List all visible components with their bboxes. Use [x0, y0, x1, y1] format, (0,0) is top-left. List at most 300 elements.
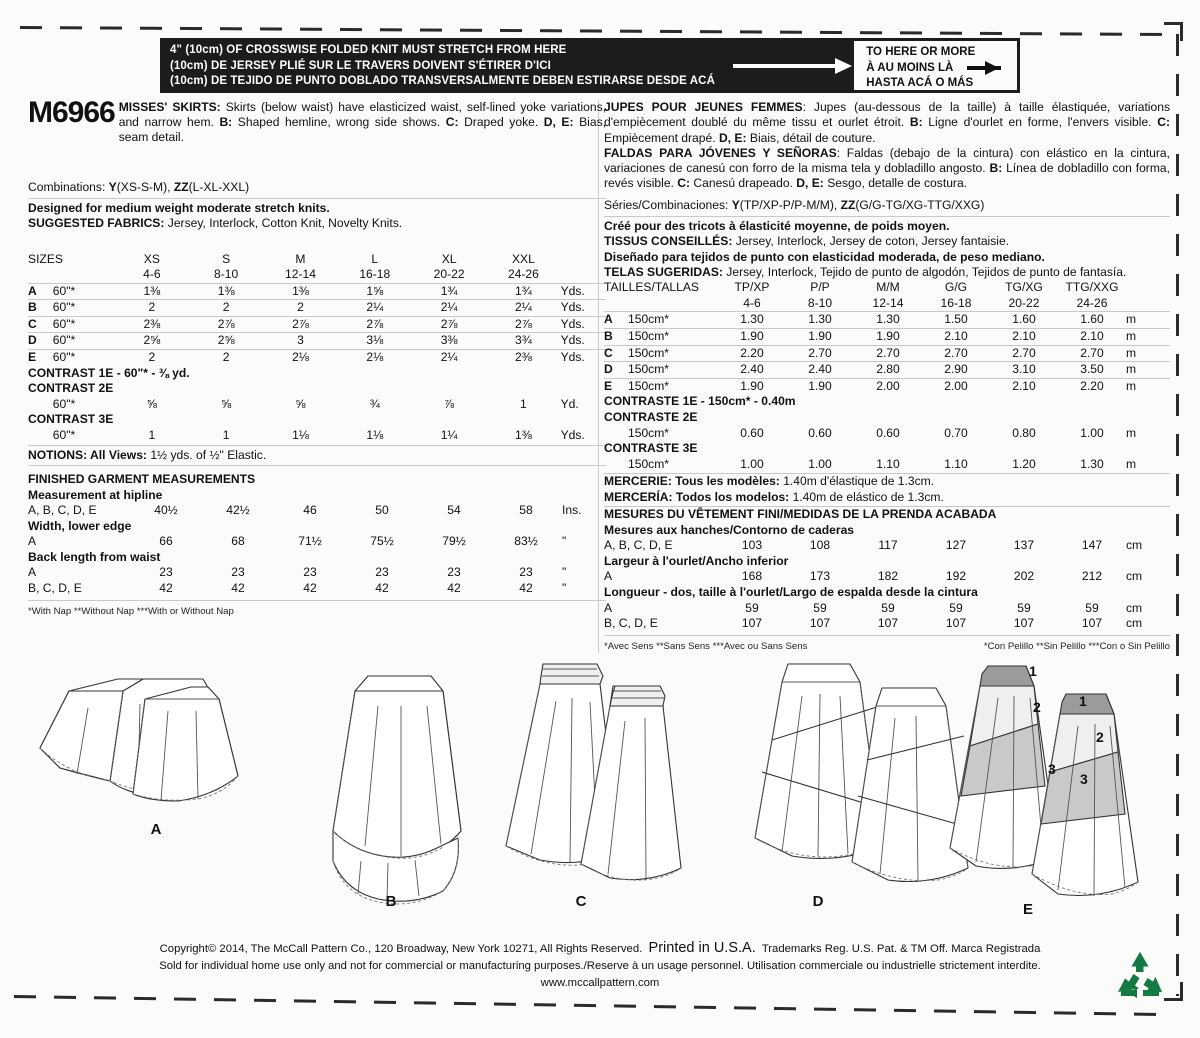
- cell: 2⅜: [486, 350, 560, 366]
- cell: 1.10: [944, 456, 968, 471]
- cell: 3⅜: [412, 333, 486, 350]
- table-row: [28, 503, 606, 519]
- table-row: [28, 300, 606, 317]
- finished-measurements-title: FINISHED GARMENT MEASUREMENTS: [28, 471, 256, 486]
- cell: 1.20: [1012, 456, 1036, 471]
- cell: 1.50: [922, 312, 990, 329]
- mercerie-line: [604, 474, 1170, 489]
- row-fabric-width: 60"*: [53, 316, 115, 333]
- contrast-3-label: CONTRAST 3E: [28, 412, 114, 427]
- cell: 3.10: [990, 362, 1058, 379]
- cell: 107: [741, 616, 763, 631]
- notions-value: 1½ yds. of ½" Elastic.: [146, 447, 267, 462]
- row-unit: m: [1126, 456, 1137, 471]
- cell: 1⅝: [338, 283, 412, 300]
- cell: 40½: [154, 503, 178, 518]
- nap-footnote-row: [604, 638, 1170, 653]
- cell: 192: [945, 569, 967, 584]
- cell: 2.10: [1058, 329, 1126, 346]
- row-view: B, C, D, E: [604, 616, 658, 631]
- cell: 1: [222, 428, 230, 443]
- table-row: [28, 333, 606, 350]
- row-fabric-width: 150cm*: [628, 345, 718, 362]
- target-line-es: HASTA ACÁ O MÁS: [866, 77, 974, 89]
- cell: 108: [809, 538, 831, 553]
- cell: ¾: [369, 396, 380, 411]
- cell: 2.40: [718, 362, 786, 379]
- cell: 1⅜: [115, 283, 189, 300]
- cell: 54: [447, 503, 461, 518]
- row-view: D: [604, 362, 628, 379]
- row-fabric-width: 150cm*: [628, 425, 670, 440]
- suggested-fabrics-line-es: [604, 265, 1170, 280]
- row-unit: m: [1126, 362, 1170, 379]
- yardage-table-imperial: [28, 252, 606, 444]
- cell: 2¼: [338, 300, 412, 317]
- desc-title-es: FALDAS PARA JÓVENES Y SEÑORAS: [604, 145, 837, 160]
- view-label-c: C: [575, 893, 587, 910]
- table-row: [604, 426, 1170, 442]
- row-unit: Yds.: [560, 428, 585, 443]
- cell: 83½: [514, 534, 538, 549]
- cell: 1¼: [440, 428, 458, 443]
- cell: 42: [447, 581, 461, 596]
- piece-number-2-front: 2: [1096, 729, 1104, 745]
- view-label-d: D: [812, 893, 824, 910]
- desc-body-es-1: : Faldas (debajo de la cintura) con elástico en la cintura, variaciones de canesú con forro de la misma tela y dobladillo angosto.: [604, 145, 1170, 176]
- notions-label: NOTIONS: All Views:: [28, 447, 147, 462]
- row-unit: Yds.: [561, 300, 606, 317]
- size-l: L: [371, 251, 379, 266]
- table-header-numeric: [28, 267, 606, 283]
- cell: 23: [519, 565, 533, 580]
- table-row: [604, 601, 1170, 617]
- cell: 23: [447, 565, 461, 580]
- cell: 66: [159, 534, 173, 549]
- row-unit: Yds.: [561, 333, 606, 350]
- numeric-size-xxl: 24-26: [507, 267, 539, 282]
- row-view: D: [28, 333, 53, 350]
- series-y-sizes: (TP/XP-P/P-M/M),: [739, 197, 841, 212]
- suggested-fabrics-value-es: Jersey, Interlock, Tejido de punto de algodón, Tejidos de punto de fantasía.: [722, 264, 1127, 279]
- view-label-e: E: [1022, 901, 1034, 918]
- numeric-size-tp: 4-6: [743, 295, 761, 310]
- cell: 1.60: [990, 312, 1058, 329]
- row-unit: m: [1126, 312, 1170, 329]
- cell: 2⅝: [115, 333, 189, 350]
- stretch-arrow-icon: [723, 38, 854, 93]
- cell: 59: [949, 600, 963, 615]
- row-fabric-width: 150cm*: [628, 312, 718, 329]
- cell: 75½: [370, 534, 394, 549]
- table-row: [604, 538, 1170, 554]
- piece-number-1-back: 1: [1029, 663, 1037, 679]
- desc-body-fr-2: Ligne d'ourlet en forme, l'envers visible.: [922, 115, 1158, 130]
- row-view: E: [604, 378, 628, 394]
- cell: 107: [877, 616, 899, 631]
- stretch-gauge-target: [854, 41, 1017, 90]
- row-fabric-width: 60"*: [53, 333, 115, 350]
- desc-title-fr: JUPES POUR JEUNES FEMMES: [604, 100, 803, 114]
- combinations-label: Combinations:: [28, 179, 109, 194]
- cell: 2⅝: [189, 333, 263, 350]
- group-label: Mesures aux hanches/Contorno de caderas: [604, 522, 855, 537]
- target-line-fr: À AU MOINS LÀ: [866, 61, 954, 74]
- website-line: www.mccallpattern.com: [540, 977, 660, 989]
- row-view: A: [604, 569, 613, 584]
- desc-view-c: C:: [445, 115, 459, 130]
- row-view: A: [28, 283, 53, 300]
- piece-number-3-front: 3: [1080, 771, 1088, 787]
- numeric-size-m: 12-14: [285, 267, 316, 282]
- cell: 23: [303, 565, 317, 580]
- cell: 1.30: [786, 312, 854, 329]
- stretch-line-es: (10cm) DE TEJIDO DE PUNTO DOBLADO TRANSVERSALMENTE DEBEN ESTIRARSE DESDE ACÁ: [170, 75, 715, 87]
- row-unit: m: [1126, 425, 1137, 440]
- group-label-row: [604, 554, 1170, 570]
- row-unit: Ins.: [562, 503, 582, 518]
- combinations-line: [28, 180, 606, 195]
- table-row: [28, 316, 606, 333]
- crop-mark-top: [20, 26, 1175, 36]
- divider-2: [28, 600, 606, 601]
- desc-view-b-fr: B:: [909, 115, 923, 130]
- cell: 107: [1081, 616, 1103, 631]
- cell: 0.60: [740, 425, 764, 440]
- cell: 107: [945, 616, 967, 631]
- view-d-illustration: [755, 664, 971, 882]
- cell: 2⅞: [486, 316, 560, 333]
- row-view: A: [28, 534, 37, 549]
- combination-y: Y: [108, 179, 117, 194]
- suggested-fabrics-value: Jersey, Interlock, Cotton Knit, Novelty Knits.: [164, 216, 403, 231]
- trademarks-text: Trademarks Reg. U.S. Pat. & TM Off. Marca Registrada: [761, 943, 1041, 955]
- garment-description-french: [604, 100, 1170, 146]
- english-column: [28, 96, 607, 618]
- cell: 137: [1013, 538, 1035, 553]
- cell: 2⅞: [338, 316, 412, 333]
- cell: 1¾: [486, 283, 560, 300]
- series-y: Y: [731, 197, 740, 212]
- french-spanish-column: [604, 100, 1170, 653]
- cell: 1.30: [718, 312, 786, 329]
- view-c-illustration: [506, 664, 681, 880]
- printed-in-usa: Printed in U.S.A.: [648, 940, 756, 956]
- cell: ⅝: [221, 396, 232, 411]
- cell: 1.00: [740, 456, 764, 471]
- view-b-illustration: [333, 676, 461, 904]
- stretch-gauge-banner: [160, 38, 1020, 93]
- cell: 50: [375, 503, 389, 518]
- cell: 173: [809, 569, 831, 584]
- cell: 23: [231, 565, 245, 580]
- numeric-size-p: 8-10: [807, 295, 833, 310]
- row-view: C: [604, 345, 628, 362]
- combination-zz-sizes: (L-XL-XXL): [188, 179, 250, 194]
- cell: 3: [263, 333, 337, 350]
- size-m: M/M: [876, 280, 900, 295]
- merceria-value: 1.40m de elástico de 1.3cm.: [789, 489, 944, 504]
- table-row: [604, 345, 1170, 362]
- cell: 2.70: [990, 345, 1058, 362]
- series-label: Séries/Combinaciones:: [604, 197, 732, 212]
- cell: 2⅞: [263, 316, 337, 333]
- cell: 1.00: [808, 456, 832, 471]
- cell: 2: [263, 300, 337, 317]
- cell: 2: [189, 350, 263, 366]
- cell: 2: [189, 300, 263, 317]
- cell: 2.70: [854, 345, 922, 362]
- cell: 1.30: [854, 312, 922, 329]
- desc-body-es-2: Línea de dobladillo con forma, revés visible.: [604, 161, 1170, 191]
- sizes-header-label: SIZES: [28, 251, 63, 266]
- size-ttg: TTG/XXG: [1065, 280, 1119, 295]
- cell: 2.00: [922, 378, 990, 394]
- cell: 2: [115, 350, 189, 366]
- target-line-en: TO HERE OR MORE: [866, 46, 976, 58]
- copyright-text: Copyright© 2014, The McCall Pattern Co., 120 Broadway, New York 10271, All Rights Reserved.: [159, 943, 643, 955]
- contrast-2-label: CONTRAST 2E: [28, 381, 114, 396]
- cell: 0.70: [944, 425, 968, 440]
- cell: 2: [115, 300, 189, 317]
- cell: 2.10: [922, 329, 990, 346]
- cell: 1⅜: [515, 428, 532, 443]
- row-fabric-width: 150cm*: [628, 362, 718, 379]
- desc-view-de: D, E:: [543, 115, 574, 130]
- desc-body-fr-1: : Jupes (au-dessous de la taille) à taille élastiquée, variations d'empiècement doublé du même tissu et ourlet étroit.: [604, 100, 1170, 130]
- contrast-3-header-metric: [604, 441, 1170, 457]
- group-label: Longueur - dos, taille à l'ourlet/Largo de espalda desde la cintura: [604, 584, 978, 599]
- nap-footnote-french: *Avec Sens **Sans Sens ***Avec ou Sans Sens: [604, 640, 808, 652]
- size-m: M: [295, 251, 306, 266]
- pattern-number: M6966: [28, 96, 115, 129]
- group-label-row: [28, 550, 606, 566]
- cell: 1.90: [786, 378, 854, 394]
- table-row: [28, 397, 606, 413]
- series-line: [604, 198, 1170, 213]
- cell: 1.60: [1058, 312, 1126, 329]
- divider-3: [604, 216, 1170, 217]
- view-a-illustration: [40, 679, 238, 801]
- row-unit: ": [562, 581, 567, 596]
- contrast-1-row: [28, 366, 606, 382]
- piece-number-2-back: 2: [1033, 699, 1041, 715]
- merceria-label: MERCERÍA: Todos los modelos:: [604, 489, 790, 504]
- row-unit: ": [562, 565, 567, 580]
- cell: 1: [148, 428, 156, 443]
- row-unit: Yds.: [561, 350, 606, 366]
- desc-view-de-fr: D, E:: [718, 130, 747, 145]
- row-view: B: [28, 300, 53, 317]
- illustrations-svg: [28, 656, 1173, 926]
- cell: 2.20: [718, 345, 786, 362]
- finished-measurements-imperial: [28, 488, 606, 597]
- piece-number-3-back: 3: [1048, 761, 1056, 777]
- group-label: Largeur à l'ourlet/Ancho inferior: [604, 553, 789, 568]
- cell: 79½: [442, 534, 466, 549]
- recycle-icon: [1113, 950, 1167, 1007]
- contrast-1-label: CONTRAST 1E - 60"* - ⅜ yd.: [28, 365, 190, 380]
- cell: 2⅞: [412, 316, 486, 333]
- cell: 23: [159, 565, 173, 580]
- numeric-size-tg: 20-22: [1008, 295, 1040, 310]
- cell: 1⅛: [292, 428, 309, 443]
- row-unit: Yds.: [561, 283, 606, 300]
- usage-terms-line: Sold for individual home use only and not for commercial or manufacturing purposes./Reserve à un usage personnel. Utilisation commerciale ou industrielle strictement interdite.: [159, 960, 1041, 972]
- combination-y-sizes: (XS-S-M),: [116, 179, 174, 194]
- cell: 2.80: [854, 362, 922, 379]
- contrast-1-row-metric: [604, 394, 1170, 410]
- cell: 1⅜: [189, 283, 263, 300]
- designed-for-line-fr: Créé pour des tricots à élasticité moyenne, de poids moyen.: [604, 219, 950, 234]
- row-unit: cm: [1126, 569, 1143, 584]
- table-row: [604, 312, 1170, 329]
- cell: 0.80: [1012, 425, 1036, 440]
- combination-zz: ZZ: [173, 179, 189, 194]
- group-label-row: [28, 488, 606, 504]
- row-unit: m: [1126, 378, 1170, 394]
- crop-mark-bottom: [14, 995, 1174, 1016]
- cell: 23: [375, 565, 389, 580]
- table-row: [28, 565, 606, 581]
- table-row: [604, 378, 1170, 394]
- cell: 202: [1013, 569, 1035, 584]
- row-view: A: [28, 565, 37, 580]
- contrast-1-label-metric: CONTRASTE 1E - 150cm* - 0.40m: [604, 394, 796, 409]
- corner-mark-top-right: [1164, 22, 1183, 41]
- suggested-fabrics-line-fr: [604, 234, 1170, 249]
- view-label-a: A: [150, 821, 162, 838]
- group-label-row: [604, 523, 1170, 539]
- numeric-size-m: 12-14: [872, 295, 904, 310]
- cell: ⅝: [146, 396, 157, 411]
- row-view: B, C, D, E: [28, 581, 82, 596]
- desc-body-fr-3: Empiècement drapé.: [604, 130, 719, 145]
- cell: 3⅛: [338, 333, 412, 350]
- table-row: [604, 616, 1170, 632]
- stretch-line-en: 4" (10cm) OF CROSSWISE FOLDED KNIT MUST STRETCH FROM HERE: [170, 44, 567, 56]
- garment-description-spanish: [604, 146, 1170, 192]
- cell: ⅝: [295, 396, 306, 411]
- row-unit: cm: [1126, 600, 1143, 615]
- table-row: [28, 283, 606, 300]
- cell: 2.70: [786, 345, 854, 362]
- desc-view-c-fr: C:: [1157, 115, 1170, 130]
- cell: ⅞: [444, 396, 455, 411]
- desc-view-b-es: B:: [989, 161, 1003, 176]
- nap-footnote-english: *With Nap **Without Nap ***With or Without Nap: [28, 605, 234, 617]
- row-unit: Yd.: [560, 396, 579, 411]
- cell: 2¼: [412, 300, 486, 317]
- stretch-line-fr: (10cm) DE JERSEY PLIÉ SUR LE TRAVERS DOIVENT S'ÉTIRER D'ICI: [170, 59, 551, 72]
- cell: 71½: [298, 534, 322, 549]
- cell: 1.30: [1080, 456, 1104, 471]
- cell: 59: [881, 600, 895, 615]
- row-view: C: [28, 316, 53, 333]
- table-row: [604, 362, 1170, 379]
- cell: 3¾: [486, 333, 560, 350]
- row-fabric-width: 150cm*: [628, 329, 718, 346]
- designed-for-line: Designed for medium weight moderate stretch knits.: [28, 200, 330, 215]
- cell: 1.90: [718, 378, 786, 394]
- cell: 2⅛: [338, 350, 412, 366]
- cell: 58: [519, 503, 533, 518]
- table-row: [604, 329, 1170, 346]
- cell: 59: [813, 600, 827, 615]
- row-fabric-width: 60"*: [53, 283, 115, 300]
- divider-6: [604, 635, 1170, 636]
- cell: 1⅛: [366, 428, 384, 443]
- row-unit: m: [1126, 329, 1170, 346]
- cell: 168: [741, 569, 763, 584]
- mercerie-value: 1.40m d'élastique de 1.3cm.: [779, 474, 935, 489]
- suggested-fabrics-label-es: TELAS SUGERIDAS:: [604, 264, 723, 279]
- numeric-size-l: 16-18: [359, 267, 391, 282]
- contrast-2-label-metric: CONTRASTE 2E: [604, 410, 698, 425]
- row-unit: ": [562, 534, 567, 549]
- size-xs: XS: [143, 251, 160, 266]
- row-fabric-width: 60"*: [53, 300, 115, 317]
- row-view: A: [604, 600, 613, 615]
- cell: 2⅛: [263, 350, 337, 366]
- row-view: E: [28, 350, 53, 366]
- row-fabric-width: 60"*: [53, 350, 115, 366]
- table-header-sizes-metric: [604, 280, 1170, 296]
- cell: 42½: [226, 503, 250, 518]
- cell: 2¼: [412, 350, 486, 366]
- suggested-fabrics-line: [28, 216, 606, 231]
- notions-line: [28, 445, 606, 466]
- cell: 42: [519, 581, 533, 596]
- cell: 127: [945, 538, 967, 553]
- cell: 0.60: [808, 425, 832, 440]
- table-row: [28, 534, 606, 550]
- size-g: G/G: [944, 280, 968, 295]
- cell: 2⅜: [115, 316, 189, 333]
- desc-body-fr-4: Biais, détail de couture.: [746, 130, 876, 145]
- nap-footnote-spanish: *Con Pelillo **Sin Pelillo ***Con o Sin Pelillo: [983, 640, 1170, 652]
- copyright-line: [0, 940, 1200, 958]
- cell: 42: [375, 581, 389, 596]
- piece-number-1-front: 1: [1079, 693, 1087, 709]
- table-header-sizes: [28, 252, 606, 268]
- desc-view-c-es: C:: [677, 176, 691, 191]
- cell: 103: [741, 538, 763, 553]
- size-s: S: [222, 251, 231, 266]
- cell: 1.10: [876, 456, 900, 471]
- cell: 2.20: [1058, 378, 1126, 394]
- table-header-numeric-metric: [604, 296, 1170, 312]
- sizes-header-label-metric: TAILLES/TALLAS: [604, 280, 700, 295]
- desc-body-1: Skirts (below waist) have elasticized waist, self-lined yoke variations, and narrow hem.: [118, 100, 607, 130]
- table-row: [28, 428, 606, 444]
- row-fabric-width: 60"*: [52, 396, 76, 411]
- desc-body-es-3: Canesú drapeado.: [690, 176, 797, 191]
- desc-body-es-4: Sesgo, detalle de costura.: [823, 176, 968, 191]
- suggested-fabrics-label: SUGGESTED FABRICS:: [28, 216, 165, 231]
- series-zz: ZZ: [840, 197, 856, 212]
- row-unit: cm: [1126, 538, 1143, 553]
- group-label: Width, lower edge: [28, 518, 132, 533]
- contrast-2-header-metric: [604, 410, 1170, 426]
- view-label-b: B: [385, 893, 397, 910]
- cell: 212: [1081, 569, 1103, 584]
- group-label: Measurement at hipline: [28, 487, 163, 502]
- numeric-size-g: 16-18: [940, 295, 972, 310]
- crop-mark-right: [1176, 34, 1179, 996]
- cell: 59: [1085, 600, 1099, 615]
- table-row: [604, 569, 1170, 585]
